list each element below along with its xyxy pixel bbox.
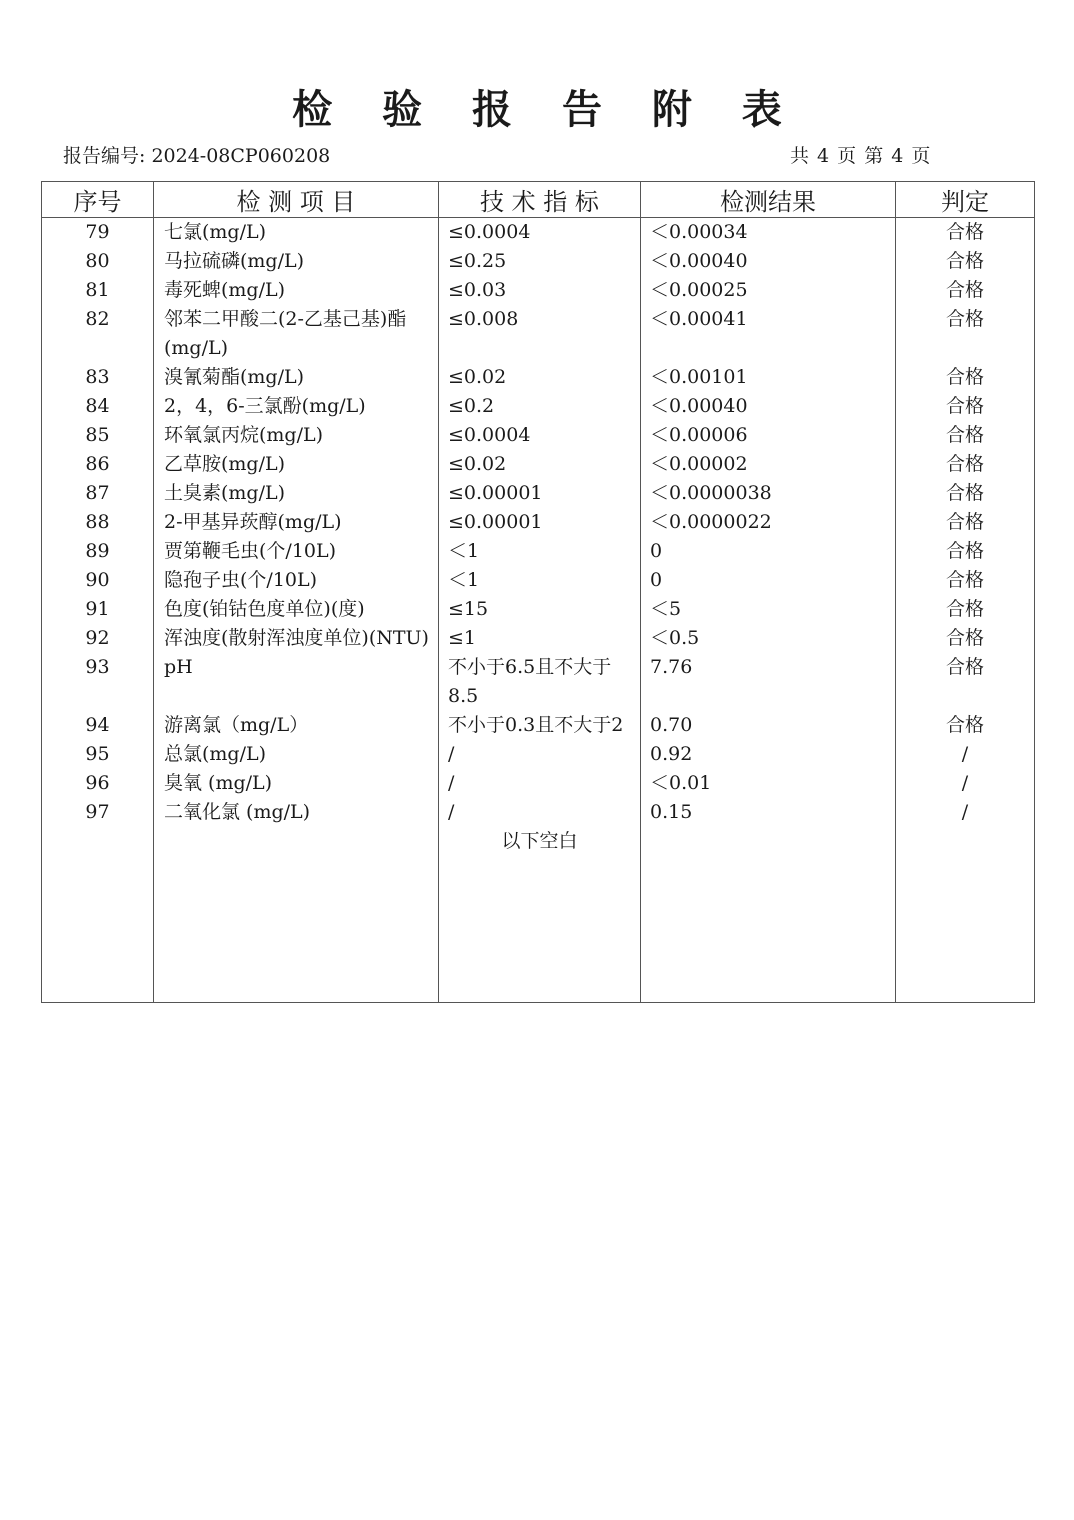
table-row xyxy=(42,450,1035,479)
row-number: 94 xyxy=(42,711,154,740)
table-row xyxy=(42,363,1035,392)
filler-row xyxy=(42,856,1035,1003)
row-result: ＜0.00006 xyxy=(641,421,896,450)
end-note-row xyxy=(42,827,1035,856)
row-result: ＜0.00002 xyxy=(641,450,896,479)
row-standard: ≤15 xyxy=(439,595,641,624)
row-result: 0 xyxy=(641,566,896,595)
row-judgement: 合格 xyxy=(896,218,1035,248)
row-number: 83 xyxy=(42,363,154,392)
row-standard: ≤0.008 xyxy=(439,305,641,363)
row-number: 84 xyxy=(42,392,154,421)
row-number: 89 xyxy=(42,537,154,566)
row-result: ＜0.00040 xyxy=(641,392,896,421)
row-number: 80 xyxy=(42,247,154,276)
end-note: 以下空白 xyxy=(439,827,641,856)
row-number: 85 xyxy=(42,421,154,450)
row-judgement: 合格 xyxy=(896,450,1035,479)
row-judgement: 合格 xyxy=(896,421,1035,450)
row-judgement: 合格 xyxy=(896,247,1035,276)
table-row xyxy=(42,566,1035,595)
row-item: 2，4，6-三氯酚(mg/L) xyxy=(154,392,439,421)
row-number: 96 xyxy=(42,769,154,798)
row-result: 0.15 xyxy=(641,798,896,827)
table-header-row xyxy=(42,182,1035,218)
table-row xyxy=(42,798,1035,827)
row-result: 0 xyxy=(641,537,896,566)
table-row xyxy=(42,624,1035,653)
row-item: 溴氰菊酯(mg/L) xyxy=(154,363,439,392)
row-item: 环氧氯丙烷(mg/L) xyxy=(154,421,439,450)
row-number: 86 xyxy=(42,450,154,479)
row-standard: 不小于0.3且不大于2 xyxy=(439,711,641,740)
row-item: 二氧化氯 (mg/L) xyxy=(154,798,439,827)
row-judgement: 合格 xyxy=(896,653,1035,711)
row-judgement: / xyxy=(896,769,1035,798)
row-judgement: 合格 xyxy=(896,711,1035,740)
table-row xyxy=(42,769,1035,798)
empty-cell xyxy=(641,856,896,1003)
empty-cell xyxy=(42,827,154,856)
empty-cell xyxy=(641,827,896,856)
row-item: 浑浊度(散射浑浊度单位)(NTU) xyxy=(154,624,439,653)
row-judgement: 合格 xyxy=(896,624,1035,653)
row-result: ＜0.00040 xyxy=(641,247,896,276)
row-result: ＜0.00025 xyxy=(641,276,896,305)
row-result: ＜5 xyxy=(641,595,896,624)
row-item: 臭氧 (mg/L) xyxy=(154,769,439,798)
row-item: 七氯(mg/L) xyxy=(154,218,439,248)
table-row xyxy=(42,537,1035,566)
row-judgement: 合格 xyxy=(896,479,1035,508)
row-standard: ≤0.02 xyxy=(439,363,641,392)
table-row xyxy=(42,305,1035,363)
row-item: 2-甲基异莰醇(mg/L) xyxy=(154,508,439,537)
row-item: 毒死蜱(mg/L) xyxy=(154,276,439,305)
row-standard: ≤0.00001 xyxy=(439,479,641,508)
row-standard: / xyxy=(439,740,641,769)
empty-cell xyxy=(42,856,154,1003)
row-item: 隐孢子虫(个/10L) xyxy=(154,566,439,595)
row-result: ＜0.00101 xyxy=(641,363,896,392)
header-item: 检 测 项 目 xyxy=(154,182,439,218)
row-standard: ≤0.02 xyxy=(439,450,641,479)
row-item: 总氯(mg/L) xyxy=(154,740,439,769)
table-row xyxy=(42,711,1035,740)
row-result: ＜0.0000038 xyxy=(641,479,896,508)
row-item: 土臭素(mg/L) xyxy=(154,479,439,508)
row-judgement: 合格 xyxy=(896,363,1035,392)
row-standard: ≤1 xyxy=(439,624,641,653)
row-standard: ≤0.00001 xyxy=(439,508,641,537)
row-number: 79 xyxy=(42,218,154,248)
table-row xyxy=(42,247,1035,276)
table-row xyxy=(42,276,1035,305)
row-result: ＜0.5 xyxy=(641,624,896,653)
row-standard: 不小于6.5且不大于8.5 xyxy=(439,653,641,711)
row-judgement: 合格 xyxy=(896,392,1035,421)
row-item: 贾第鞭毛虫(个/10L) xyxy=(154,537,439,566)
report-title: 检 验 报 告 附 表 xyxy=(292,87,800,133)
row-number: 93 xyxy=(42,653,154,711)
row-number: 90 xyxy=(42,566,154,595)
row-result: ＜0.01 xyxy=(641,769,896,798)
empty-cell xyxy=(896,856,1035,1003)
empty-cell xyxy=(439,856,641,1003)
row-result: ＜0.00034 xyxy=(641,218,896,248)
header-judgement: 判定 xyxy=(896,182,1035,218)
row-number: 87 xyxy=(42,479,154,508)
row-number: 95 xyxy=(42,740,154,769)
table-row xyxy=(42,218,1035,248)
table-row xyxy=(42,740,1035,769)
row-item: 邻苯二甲酸二(2-乙基己基)酯(mg/L) xyxy=(154,305,439,363)
row-judgement: 合格 xyxy=(896,595,1035,624)
row-result: ＜0.0000022 xyxy=(641,508,896,537)
table-row xyxy=(42,421,1035,450)
row-judgement: 合格 xyxy=(896,276,1035,305)
row-result: 7.76 xyxy=(641,653,896,711)
row-item: 马拉硫磷(mg/L) xyxy=(154,247,439,276)
row-standard: ≤0.03 xyxy=(439,276,641,305)
table-row xyxy=(42,595,1035,624)
report-number: 报告编号: 2024-08CP060208 xyxy=(63,145,331,167)
row-standard: ≤0.2 xyxy=(439,392,641,421)
header-standard: 技 术 指 标 xyxy=(439,182,641,218)
row-number: 88 xyxy=(42,508,154,537)
row-standard: ≤0.0004 xyxy=(439,421,641,450)
row-item: pH xyxy=(154,653,439,711)
results-table xyxy=(41,181,1035,1003)
row-number: 92 xyxy=(42,624,154,653)
row-result: ＜0.00041 xyxy=(641,305,896,363)
empty-cell xyxy=(154,827,439,856)
row-judgement: 合格 xyxy=(896,566,1035,595)
row-result: 0.92 xyxy=(641,740,896,769)
row-judgement: 合格 xyxy=(896,305,1035,363)
header-result: 检测结果 xyxy=(641,182,896,218)
table-row xyxy=(42,392,1035,421)
row-item: 游离氯（mg/L） xyxy=(154,711,439,740)
row-judgement: 合格 xyxy=(896,508,1035,537)
row-number: 97 xyxy=(42,798,154,827)
row-standard: / xyxy=(439,798,641,827)
empty-cell xyxy=(154,856,439,1003)
row-standard: ＜1 xyxy=(439,537,641,566)
row-result: 0.70 xyxy=(641,711,896,740)
empty-cell xyxy=(896,827,1035,856)
table-row xyxy=(42,653,1035,711)
row-standard: ≤0.25 xyxy=(439,247,641,276)
table-body xyxy=(42,218,1035,1003)
row-item: 色度(铂钴色度单位)(度) xyxy=(154,595,439,624)
table-row xyxy=(42,508,1035,537)
row-number: 91 xyxy=(42,595,154,624)
header-no: 序号 xyxy=(42,182,154,218)
row-standard: / xyxy=(439,769,641,798)
page-info: 共 4 页 第 4 页 xyxy=(790,145,931,167)
row-standard: ≤0.0004 xyxy=(439,218,641,248)
row-number: 81 xyxy=(42,276,154,305)
row-standard: ＜1 xyxy=(439,566,641,595)
row-number: 82 xyxy=(42,305,154,363)
table-row xyxy=(42,479,1035,508)
row-item: 乙草胺(mg/L) xyxy=(154,450,439,479)
row-judgement: / xyxy=(896,798,1035,827)
row-judgement: 合格 xyxy=(896,537,1035,566)
row-judgement: / xyxy=(896,740,1035,769)
